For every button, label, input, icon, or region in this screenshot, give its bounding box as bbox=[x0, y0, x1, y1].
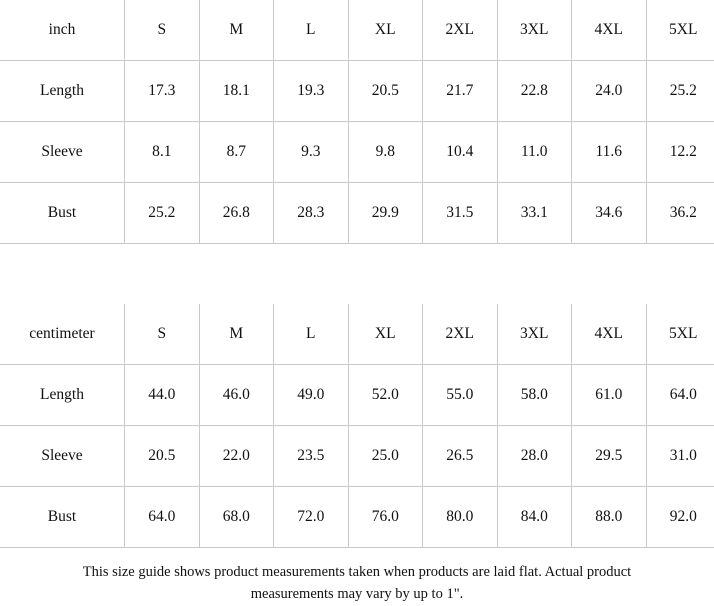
column-header: L bbox=[274, 304, 349, 365]
table-cell: 9.3 bbox=[274, 122, 349, 183]
table-cell: 92.0 bbox=[646, 487, 714, 548]
table-cell: 20.5 bbox=[125, 426, 200, 487]
table-cell: 84.0 bbox=[497, 487, 572, 548]
table-cell: 9.8 bbox=[348, 122, 423, 183]
table-cell: 80.0 bbox=[423, 487, 498, 548]
table-cell: 29.5 bbox=[572, 426, 647, 487]
column-header: M bbox=[199, 304, 274, 365]
table-cell: 55.0 bbox=[423, 365, 498, 426]
table-cell: 52.0 bbox=[348, 365, 423, 426]
table-cell: 46.0 bbox=[199, 365, 274, 426]
table-cell: 64.0 bbox=[646, 365, 714, 426]
table-cell: 34.6 bbox=[572, 183, 647, 244]
column-header: XL bbox=[348, 304, 423, 365]
table-row bbox=[0, 61, 714, 122]
table-cell: 24.0 bbox=[572, 61, 647, 122]
table-row bbox=[0, 487, 714, 548]
table-cell: 64.0 bbox=[125, 487, 200, 548]
table-cell: 20.5 bbox=[348, 61, 423, 122]
table-cell: 18.1 bbox=[199, 61, 274, 122]
table-cell: 26.5 bbox=[423, 426, 498, 487]
table-cell: 17.3 bbox=[125, 61, 200, 122]
row-label: Length bbox=[0, 61, 125, 122]
column-header: L bbox=[274, 0, 349, 61]
table-cell: 25.2 bbox=[646, 61, 714, 122]
table-header-row bbox=[0, 304, 714, 365]
column-header: S bbox=[125, 0, 200, 61]
table-gap bbox=[0, 244, 714, 304]
column-header: 3XL bbox=[497, 0, 572, 61]
table-cell: 36.2 bbox=[646, 183, 714, 244]
table-cell: 58.0 bbox=[497, 365, 572, 426]
table-cell: 88.0 bbox=[572, 487, 647, 548]
table-row bbox=[0, 426, 714, 487]
table-cell: 11.6 bbox=[572, 122, 647, 183]
table-cell: 49.0 bbox=[274, 365, 349, 426]
table-cell: 8.1 bbox=[125, 122, 200, 183]
table-cell: 33.1 bbox=[497, 183, 572, 244]
column-header: 5XL bbox=[646, 0, 714, 61]
table-cell: 8.7 bbox=[199, 122, 274, 183]
table-cell: 31.5 bbox=[423, 183, 498, 244]
table-cell: 21.7 bbox=[423, 61, 498, 122]
table-cell: 29.9 bbox=[348, 183, 423, 244]
row-label: Bust bbox=[0, 487, 125, 548]
column-header: 4XL bbox=[572, 304, 647, 365]
row-label: Length bbox=[0, 365, 125, 426]
table-cell: 11.0 bbox=[497, 122, 572, 183]
size-table-inch bbox=[0, 0, 714, 244]
size-table-centimeter bbox=[0, 304, 714, 548]
table-cell: 76.0 bbox=[348, 487, 423, 548]
unit-label-centimeter: centimeter bbox=[0, 304, 125, 365]
row-label: Bust bbox=[0, 183, 125, 244]
table-row bbox=[0, 183, 714, 244]
table-header-row bbox=[0, 0, 714, 61]
column-header: 2XL bbox=[423, 0, 498, 61]
table-row bbox=[0, 122, 714, 183]
table-cell: 26.8 bbox=[199, 183, 274, 244]
row-label: Sleeve bbox=[0, 426, 125, 487]
column-header: XL bbox=[348, 0, 423, 61]
table-cell: 12.2 bbox=[646, 122, 714, 183]
table-cell: 19.3 bbox=[274, 61, 349, 122]
table-cell: 68.0 bbox=[199, 487, 274, 548]
table-row bbox=[0, 365, 714, 426]
table-cell: 28.0 bbox=[497, 426, 572, 487]
column-header: 4XL bbox=[572, 0, 647, 61]
table-cell: 25.2 bbox=[125, 183, 200, 244]
size-guide-footnote: This size guide shows product measurements taken when products are laid flat. Actual product measurements may vary by up to 1". bbox=[82, 564, 632, 602]
table-cell: 28.3 bbox=[274, 183, 349, 244]
table-cell: 61.0 bbox=[572, 365, 647, 426]
row-label: Sleeve bbox=[0, 122, 125, 183]
column-header: 3XL bbox=[497, 304, 572, 365]
table-cell: 25.0 bbox=[348, 426, 423, 487]
table-cell: 22.8 bbox=[497, 61, 572, 122]
table-cell: 31.0 bbox=[646, 426, 714, 487]
table-cell: 44.0 bbox=[125, 365, 200, 426]
column-header: S bbox=[125, 304, 200, 365]
table-cell: 22.0 bbox=[199, 426, 274, 487]
column-header: M bbox=[199, 0, 274, 61]
column-header: 2XL bbox=[423, 304, 498, 365]
unit-label-inch: inch bbox=[0, 0, 125, 61]
table-cell: 72.0 bbox=[274, 487, 349, 548]
table-cell: 10.4 bbox=[423, 122, 498, 183]
table-cell: 23.5 bbox=[274, 426, 349, 487]
column-header: 5XL bbox=[646, 304, 714, 365]
